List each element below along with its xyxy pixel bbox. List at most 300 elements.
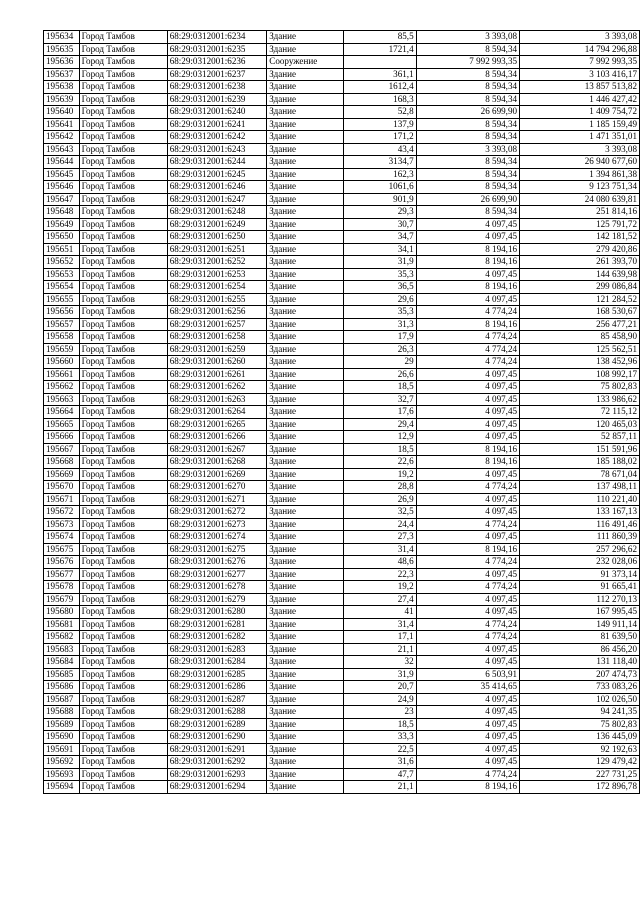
unit-value-cell: 8 594,34 xyxy=(416,118,519,131)
row-id-cell: 195648 xyxy=(44,206,80,219)
row-id-cell: 195660 xyxy=(44,356,80,369)
row-id-cell: 195653 xyxy=(44,268,80,281)
object-type-cell: Здание xyxy=(267,668,344,681)
unit-value-cell: 4 097,45 xyxy=(416,368,519,381)
cadastral-number-cell: 68:29:0312001:6241 xyxy=(167,118,267,131)
cadastral-number-cell: 68:29:0312001:6255 xyxy=(167,293,267,306)
area-cell: 52,8 xyxy=(344,106,416,119)
city-cell: Город Тамбов xyxy=(79,31,167,44)
unit-value-cell: 8 194,16 xyxy=(416,256,519,269)
cadastral-number-cell: 68:29:0312001:6276 xyxy=(167,556,267,569)
row-id-cell: 195640 xyxy=(44,106,80,119)
row-id-cell: 195669 xyxy=(44,468,80,481)
city-cell: Город Тамбов xyxy=(79,468,167,481)
unit-value-cell: 8 194,16 xyxy=(416,281,519,294)
unit-value-cell: 4 097,45 xyxy=(416,231,519,244)
table-row xyxy=(44,68,640,81)
city-cell: Город Тамбов xyxy=(79,768,167,781)
row-id-cell: 195635 xyxy=(44,43,80,56)
object-type-cell: Здание xyxy=(267,493,344,506)
table-row xyxy=(44,143,640,156)
city-cell: Город Тамбов xyxy=(79,93,167,106)
area-cell: 31,4 xyxy=(344,618,416,631)
table-row xyxy=(44,393,640,406)
area-cell: 901,9 xyxy=(344,193,416,206)
table-row xyxy=(44,618,640,631)
table-row xyxy=(44,243,640,256)
object-type-cell: Здание xyxy=(267,506,344,519)
unit-value-cell: 8 194,16 xyxy=(416,456,519,469)
city-cell: Город Тамбов xyxy=(79,481,167,494)
city-cell: Город Тамбов xyxy=(79,431,167,444)
city-cell: Город Тамбов xyxy=(79,718,167,731)
city-cell: Город Тамбов xyxy=(79,681,167,694)
unit-value-cell: 8 594,34 xyxy=(416,43,519,56)
area-cell: 43,4 xyxy=(344,143,416,156)
total-value-cell: 91 665,41 xyxy=(520,581,640,594)
table-row xyxy=(44,368,640,381)
city-cell: Город Тамбов xyxy=(79,418,167,431)
area-cell: 23 xyxy=(344,706,416,719)
area-cell: 41 xyxy=(344,606,416,619)
unit-value-cell: 4 774,24 xyxy=(416,556,519,569)
area-cell: 85,5 xyxy=(344,31,416,44)
table-row xyxy=(44,656,640,669)
cadastral-number-cell: 68:29:0312001:6242 xyxy=(167,131,267,144)
table-row xyxy=(44,106,640,119)
city-cell: Город Тамбов xyxy=(79,181,167,194)
table-row xyxy=(44,431,640,444)
object-type-cell: Здание xyxy=(267,343,344,356)
area-cell: 17,9 xyxy=(344,331,416,344)
object-type-cell: Здание xyxy=(267,218,344,231)
object-type-cell: Сооружение xyxy=(267,56,344,69)
city-cell: Город Тамбов xyxy=(79,706,167,719)
area-cell: 29,3 xyxy=(344,206,416,219)
total-value-cell: 167 995,45 xyxy=(520,606,640,619)
table-row xyxy=(44,581,640,594)
cadastral-number-cell: 68:29:0312001:6244 xyxy=(167,156,267,169)
total-value-cell: 168 530,67 xyxy=(520,306,640,319)
cadastral-number-cell: 68:29:0312001:6274 xyxy=(167,531,267,544)
unit-value-cell: 4 097,45 xyxy=(416,731,519,744)
unit-value-cell: 8 194,16 xyxy=(416,443,519,456)
city-cell: Город Тамбов xyxy=(79,393,167,406)
cadastral-number-cell: 68:29:0312001:6248 xyxy=(167,206,267,219)
cadastral-number-cell: 68:29:0312001:6254 xyxy=(167,281,267,294)
object-type-cell: Здание xyxy=(267,206,344,219)
area-cell: 162,3 xyxy=(344,168,416,181)
row-id-cell: 195687 xyxy=(44,693,80,706)
object-type-cell: Здание xyxy=(267,131,344,144)
area-cell: 168,3 xyxy=(344,93,416,106)
row-id-cell: 195634 xyxy=(44,31,80,44)
cadastral-number-cell: 68:29:0312001:6267 xyxy=(167,443,267,456)
total-value-cell: 102 026,50 xyxy=(520,693,640,706)
table-row xyxy=(44,643,640,656)
area-cell: 3134,7 xyxy=(344,156,416,169)
object-type-cell: Здание xyxy=(267,243,344,256)
object-type-cell: Здание xyxy=(267,731,344,744)
object-type-cell: Здание xyxy=(267,531,344,544)
area-cell: 33,3 xyxy=(344,731,416,744)
object-type-cell: Здание xyxy=(267,68,344,81)
area-cell: 47,7 xyxy=(344,768,416,781)
table-row xyxy=(44,281,640,294)
table-row xyxy=(44,768,640,781)
table-row xyxy=(44,606,640,619)
row-id-cell: 195644 xyxy=(44,156,80,169)
total-value-cell: 125 562,51 xyxy=(520,343,640,356)
row-id-cell: 195661 xyxy=(44,368,80,381)
unit-value-cell: 4 097,45 xyxy=(416,743,519,756)
unit-value-cell: 4 774,24 xyxy=(416,331,519,344)
cadastral-number-cell: 68:29:0312001:6292 xyxy=(167,756,267,769)
city-cell: Город Тамбов xyxy=(79,668,167,681)
table-row xyxy=(44,668,640,681)
row-id-cell: 195654 xyxy=(44,281,80,294)
object-type-cell: Здание xyxy=(267,406,344,419)
object-type-cell: Здание xyxy=(267,356,344,369)
total-value-cell: 78 671,04 xyxy=(520,468,640,481)
unit-value-cell: 4 774,24 xyxy=(416,618,519,631)
unit-value-cell: 4 097,45 xyxy=(416,606,519,619)
table-row xyxy=(44,681,640,694)
table-row xyxy=(44,31,640,44)
object-type-cell: Здание xyxy=(267,706,344,719)
unit-value-cell: 8 594,34 xyxy=(416,168,519,181)
unit-value-cell: 4 097,45 xyxy=(416,406,519,419)
row-id-cell: 195658 xyxy=(44,331,80,344)
table-row xyxy=(44,268,640,281)
city-cell: Город Тамбов xyxy=(79,643,167,656)
city-cell: Город Тамбов xyxy=(79,781,167,794)
city-cell: Город Тамбов xyxy=(79,506,167,519)
row-id-cell: 195671 xyxy=(44,493,80,506)
row-id-cell: 195678 xyxy=(44,581,80,594)
table-row xyxy=(44,356,640,369)
table-row xyxy=(44,418,640,431)
row-id-cell: 195663 xyxy=(44,393,80,406)
table-row xyxy=(44,293,640,306)
city-cell: Город Тамбов xyxy=(79,343,167,356)
area-cell: 31,6 xyxy=(344,756,416,769)
city-cell: Город Тамбов xyxy=(79,356,167,369)
cadastral-number-cell: 68:29:0312001:6264 xyxy=(167,406,267,419)
table-row xyxy=(44,381,640,394)
city-cell: Город Тамбов xyxy=(79,118,167,131)
cadastral-number-cell: 68:29:0312001:6283 xyxy=(167,643,267,656)
cadastral-number-cell: 68:29:0312001:6290 xyxy=(167,731,267,744)
total-value-cell: 144 639,98 xyxy=(520,268,640,281)
total-value-cell: 108 992,17 xyxy=(520,368,640,381)
area-cell: 31,3 xyxy=(344,318,416,331)
city-cell: Город Тамбов xyxy=(79,68,167,81)
table-row xyxy=(44,481,640,494)
object-type-cell: Здание xyxy=(267,156,344,169)
area-cell: 1061,6 xyxy=(344,181,416,194)
total-value-cell: 81 639,50 xyxy=(520,631,640,644)
cadastral-number-cell: 68:29:0312001:6253 xyxy=(167,268,267,281)
total-value-cell: 136 445,09 xyxy=(520,731,640,744)
area-cell: 29,6 xyxy=(344,293,416,306)
cadastral-number-cell: 68:29:0312001:6294 xyxy=(167,781,267,794)
city-cell: Город Тамбов xyxy=(79,43,167,56)
unit-value-cell: 4 774,24 xyxy=(416,631,519,644)
object-type-cell: Здание xyxy=(267,556,344,569)
table-row xyxy=(44,406,640,419)
row-id-cell: 195636 xyxy=(44,56,80,69)
city-cell: Город Тамбов xyxy=(79,131,167,144)
row-id-cell: 195647 xyxy=(44,193,80,206)
object-type-cell: Здание xyxy=(267,656,344,669)
object-type-cell: Здание xyxy=(267,431,344,444)
area-cell: 28,8 xyxy=(344,481,416,494)
table-row xyxy=(44,568,640,581)
unit-value-cell: 8 194,16 xyxy=(416,543,519,556)
object-type-cell: Здание xyxy=(267,568,344,581)
unit-value-cell: 4 097,45 xyxy=(416,468,519,481)
row-id-cell: 195681 xyxy=(44,618,80,631)
object-type-cell: Здание xyxy=(267,581,344,594)
city-cell: Город Тамбов xyxy=(79,606,167,619)
area-cell: 24,9 xyxy=(344,693,416,706)
city-cell: Город Тамбов xyxy=(79,531,167,544)
object-type-cell: Здание xyxy=(267,743,344,756)
table-row xyxy=(44,168,640,181)
total-value-cell: 3 393,08 xyxy=(520,31,640,44)
table-row xyxy=(44,343,640,356)
table-row xyxy=(44,731,640,744)
total-value-cell: 7 992 993,35 xyxy=(520,56,640,69)
total-value-cell: 86 456,20 xyxy=(520,643,640,656)
unit-value-cell: 8 194,16 xyxy=(416,318,519,331)
object-type-cell: Здание xyxy=(267,256,344,269)
row-id-cell: 195684 xyxy=(44,656,80,669)
document-sheet xyxy=(43,30,640,794)
city-cell: Город Тамбов xyxy=(79,406,167,419)
cadastral-number-cell: 68:29:0312001:6259 xyxy=(167,343,267,356)
row-id-cell: 195655 xyxy=(44,293,80,306)
table-row xyxy=(44,756,640,769)
total-value-cell: 85 458,90 xyxy=(520,331,640,344)
object-type-cell: Здание xyxy=(267,181,344,194)
object-type-cell: Здание xyxy=(267,318,344,331)
object-type-cell: Здание xyxy=(267,168,344,181)
object-type-cell: Здание xyxy=(267,643,344,656)
row-id-cell: 195680 xyxy=(44,606,80,619)
row-id-cell: 195639 xyxy=(44,93,80,106)
row-id-cell: 195677 xyxy=(44,568,80,581)
cadastral-number-cell: 68:29:0312001:6237 xyxy=(167,68,267,81)
unit-value-cell: 6 503,91 xyxy=(416,668,519,681)
unit-value-cell: 8 194,16 xyxy=(416,243,519,256)
unit-value-cell: 4 097,45 xyxy=(416,268,519,281)
unit-value-cell: 4 774,24 xyxy=(416,343,519,356)
table-row xyxy=(44,318,640,331)
row-id-cell: 195664 xyxy=(44,406,80,419)
unit-value-cell: 4 774,24 xyxy=(416,518,519,531)
row-id-cell: 195682 xyxy=(44,631,80,644)
cadastral-number-cell: 68:29:0312001:6279 xyxy=(167,593,267,606)
total-value-cell: 133 986,62 xyxy=(520,393,640,406)
object-type-cell: Здание xyxy=(267,718,344,731)
object-type-cell: Здание xyxy=(267,781,344,794)
unit-value-cell: 4 097,45 xyxy=(416,493,519,506)
row-id-cell: 195691 xyxy=(44,743,80,756)
row-id-cell: 195673 xyxy=(44,518,80,531)
row-id-cell: 195650 xyxy=(44,231,80,244)
cadastral-number-cell: 68:29:0312001:6240 xyxy=(167,106,267,119)
unit-value-cell: 8 594,34 xyxy=(416,93,519,106)
cadastral-number-cell: 68:29:0312001:6285 xyxy=(167,668,267,681)
total-value-cell: 138 452,96 xyxy=(520,356,640,369)
object-type-cell: Здание xyxy=(267,756,344,769)
total-value-cell: 75 802,83 xyxy=(520,381,640,394)
unit-value-cell: 4 097,45 xyxy=(416,506,519,519)
area-cell: 32 xyxy=(344,656,416,669)
area-cell: 12,9 xyxy=(344,431,416,444)
total-value-cell: 261 393,70 xyxy=(520,256,640,269)
city-cell: Город Тамбов xyxy=(79,81,167,94)
total-value-cell: 1 394 861,38 xyxy=(520,168,640,181)
row-id-cell: 195686 xyxy=(44,681,80,694)
cadastral-number-cell: 68:29:0312001:6265 xyxy=(167,418,267,431)
area-cell: 35,3 xyxy=(344,306,416,319)
row-id-cell: 195638 xyxy=(44,81,80,94)
cadastral-number-cell: 68:29:0312001:6289 xyxy=(167,718,267,731)
row-id-cell: 195685 xyxy=(44,668,80,681)
row-id-cell: 195656 xyxy=(44,306,80,319)
cadastral-number-cell: 68:29:0312001:6235 xyxy=(167,43,267,56)
cadastral-number-cell: 68:29:0312001:6252 xyxy=(167,256,267,269)
area-cell: 34,1 xyxy=(344,243,416,256)
cadastral-number-cell: 68:29:0312001:6275 xyxy=(167,543,267,556)
object-type-cell: Здание xyxy=(267,518,344,531)
cadastral-number-cell: 68:29:0312001:6271 xyxy=(167,493,267,506)
table-row xyxy=(44,781,640,794)
row-id-cell: 195679 xyxy=(44,593,80,606)
total-value-cell: 279 420,86 xyxy=(520,243,640,256)
row-id-cell: 195657 xyxy=(44,318,80,331)
row-id-cell: 195689 xyxy=(44,718,80,731)
row-id-cell: 195641 xyxy=(44,118,80,131)
total-value-cell: 207 474,73 xyxy=(520,668,640,681)
cadastral-number-cell: 68:29:0312001:6239 xyxy=(167,93,267,106)
object-type-cell: Здание xyxy=(267,681,344,694)
cadastral-number-cell: 68:29:0312001:6269 xyxy=(167,468,267,481)
cadastral-number-cell: 68:29:0312001:6249 xyxy=(167,218,267,231)
unit-value-cell: 4 097,45 xyxy=(416,218,519,231)
table-row xyxy=(44,306,640,319)
city-cell: Город Тамбов xyxy=(79,243,167,256)
row-id-cell: 195683 xyxy=(44,643,80,656)
total-value-cell: 75 802,83 xyxy=(520,718,640,731)
unit-value-cell: 4 097,45 xyxy=(416,593,519,606)
total-value-cell: 121 284,52 xyxy=(520,293,640,306)
area-cell: 22,6 xyxy=(344,456,416,469)
total-value-cell: 733 083,26 xyxy=(520,681,640,694)
row-id-cell: 195694 xyxy=(44,781,80,794)
city-cell: Город Тамбов xyxy=(79,618,167,631)
area-cell: 17,6 xyxy=(344,406,416,419)
row-id-cell: 195666 xyxy=(44,431,80,444)
table-body xyxy=(44,31,640,794)
table-row xyxy=(44,631,640,644)
row-id-cell: 195659 xyxy=(44,343,80,356)
area-cell: 34,7 xyxy=(344,231,416,244)
total-value-cell: 26 940 677,60 xyxy=(520,156,640,169)
cadastral-number-cell: 68:29:0312001:6256 xyxy=(167,306,267,319)
area-cell: 17,1 xyxy=(344,631,416,644)
total-value-cell: 111 860,39 xyxy=(520,531,640,544)
area-cell: 21,1 xyxy=(344,643,416,656)
area-cell: 48,6 xyxy=(344,556,416,569)
cadastral-number-cell: 68:29:0312001:6291 xyxy=(167,743,267,756)
cadastral-number-cell: 68:29:0312001:6281 xyxy=(167,618,267,631)
area-cell: 1721,4 xyxy=(344,43,416,56)
row-id-cell: 195645 xyxy=(44,168,80,181)
row-id-cell: 195652 xyxy=(44,256,80,269)
table-row xyxy=(44,718,640,731)
object-type-cell: Здание xyxy=(267,281,344,294)
city-cell: Город Тамбов xyxy=(79,556,167,569)
cadastral-number-cell: 68:29:0312001:6261 xyxy=(167,368,267,381)
unit-value-cell: 26 699,90 xyxy=(416,106,519,119)
city-cell: Город Тамбов xyxy=(79,443,167,456)
unit-value-cell: 4 097,45 xyxy=(416,418,519,431)
unit-value-cell: 8 594,34 xyxy=(416,68,519,81)
area-cell: 19,2 xyxy=(344,468,416,481)
area-cell: 137,9 xyxy=(344,118,416,131)
object-type-cell: Здание xyxy=(267,31,344,44)
total-value-cell: 185 188,02 xyxy=(520,456,640,469)
area-cell: 30,7 xyxy=(344,218,416,231)
object-type-cell: Здание xyxy=(267,268,344,281)
cadastral-number-cell: 68:29:0312001:6236 xyxy=(167,56,267,69)
total-value-cell: 256 477,21 xyxy=(520,318,640,331)
area-cell: 31,9 xyxy=(344,256,416,269)
table-row xyxy=(44,693,640,706)
unit-value-cell: 4 774,24 xyxy=(416,481,519,494)
object-type-cell: Здание xyxy=(267,143,344,156)
cadastral-number-cell: 68:29:0312001:6278 xyxy=(167,581,267,594)
table-row xyxy=(44,531,640,544)
area-cell xyxy=(344,56,416,69)
city-cell: Город Тамбов xyxy=(79,256,167,269)
table-row xyxy=(44,56,640,69)
object-type-cell: Здание xyxy=(267,768,344,781)
table-row xyxy=(44,256,640,269)
unit-value-cell: 8 194,16 xyxy=(416,781,519,794)
row-id-cell: 195688 xyxy=(44,706,80,719)
city-cell: Город Тамбов xyxy=(79,231,167,244)
city-cell: Город Тамбов xyxy=(79,593,167,606)
cadastral-number-cell: 68:29:0312001:6277 xyxy=(167,568,267,581)
total-value-cell: 1 185 159,49 xyxy=(520,118,640,131)
area-cell: 36,5 xyxy=(344,281,416,294)
table-row xyxy=(44,556,640,569)
row-id-cell: 195672 xyxy=(44,506,80,519)
table-row xyxy=(44,118,640,131)
city-cell: Город Тамбов xyxy=(79,193,167,206)
total-value-cell: 14 794 296,88 xyxy=(520,43,640,56)
unit-value-cell: 3 393,08 xyxy=(416,31,519,44)
total-value-cell: 1 409 754,72 xyxy=(520,106,640,119)
total-value-cell: 232 028,06 xyxy=(520,556,640,569)
cadastral-number-cell: 68:29:0312001:6258 xyxy=(167,331,267,344)
total-value-cell: 72 115,12 xyxy=(520,406,640,419)
